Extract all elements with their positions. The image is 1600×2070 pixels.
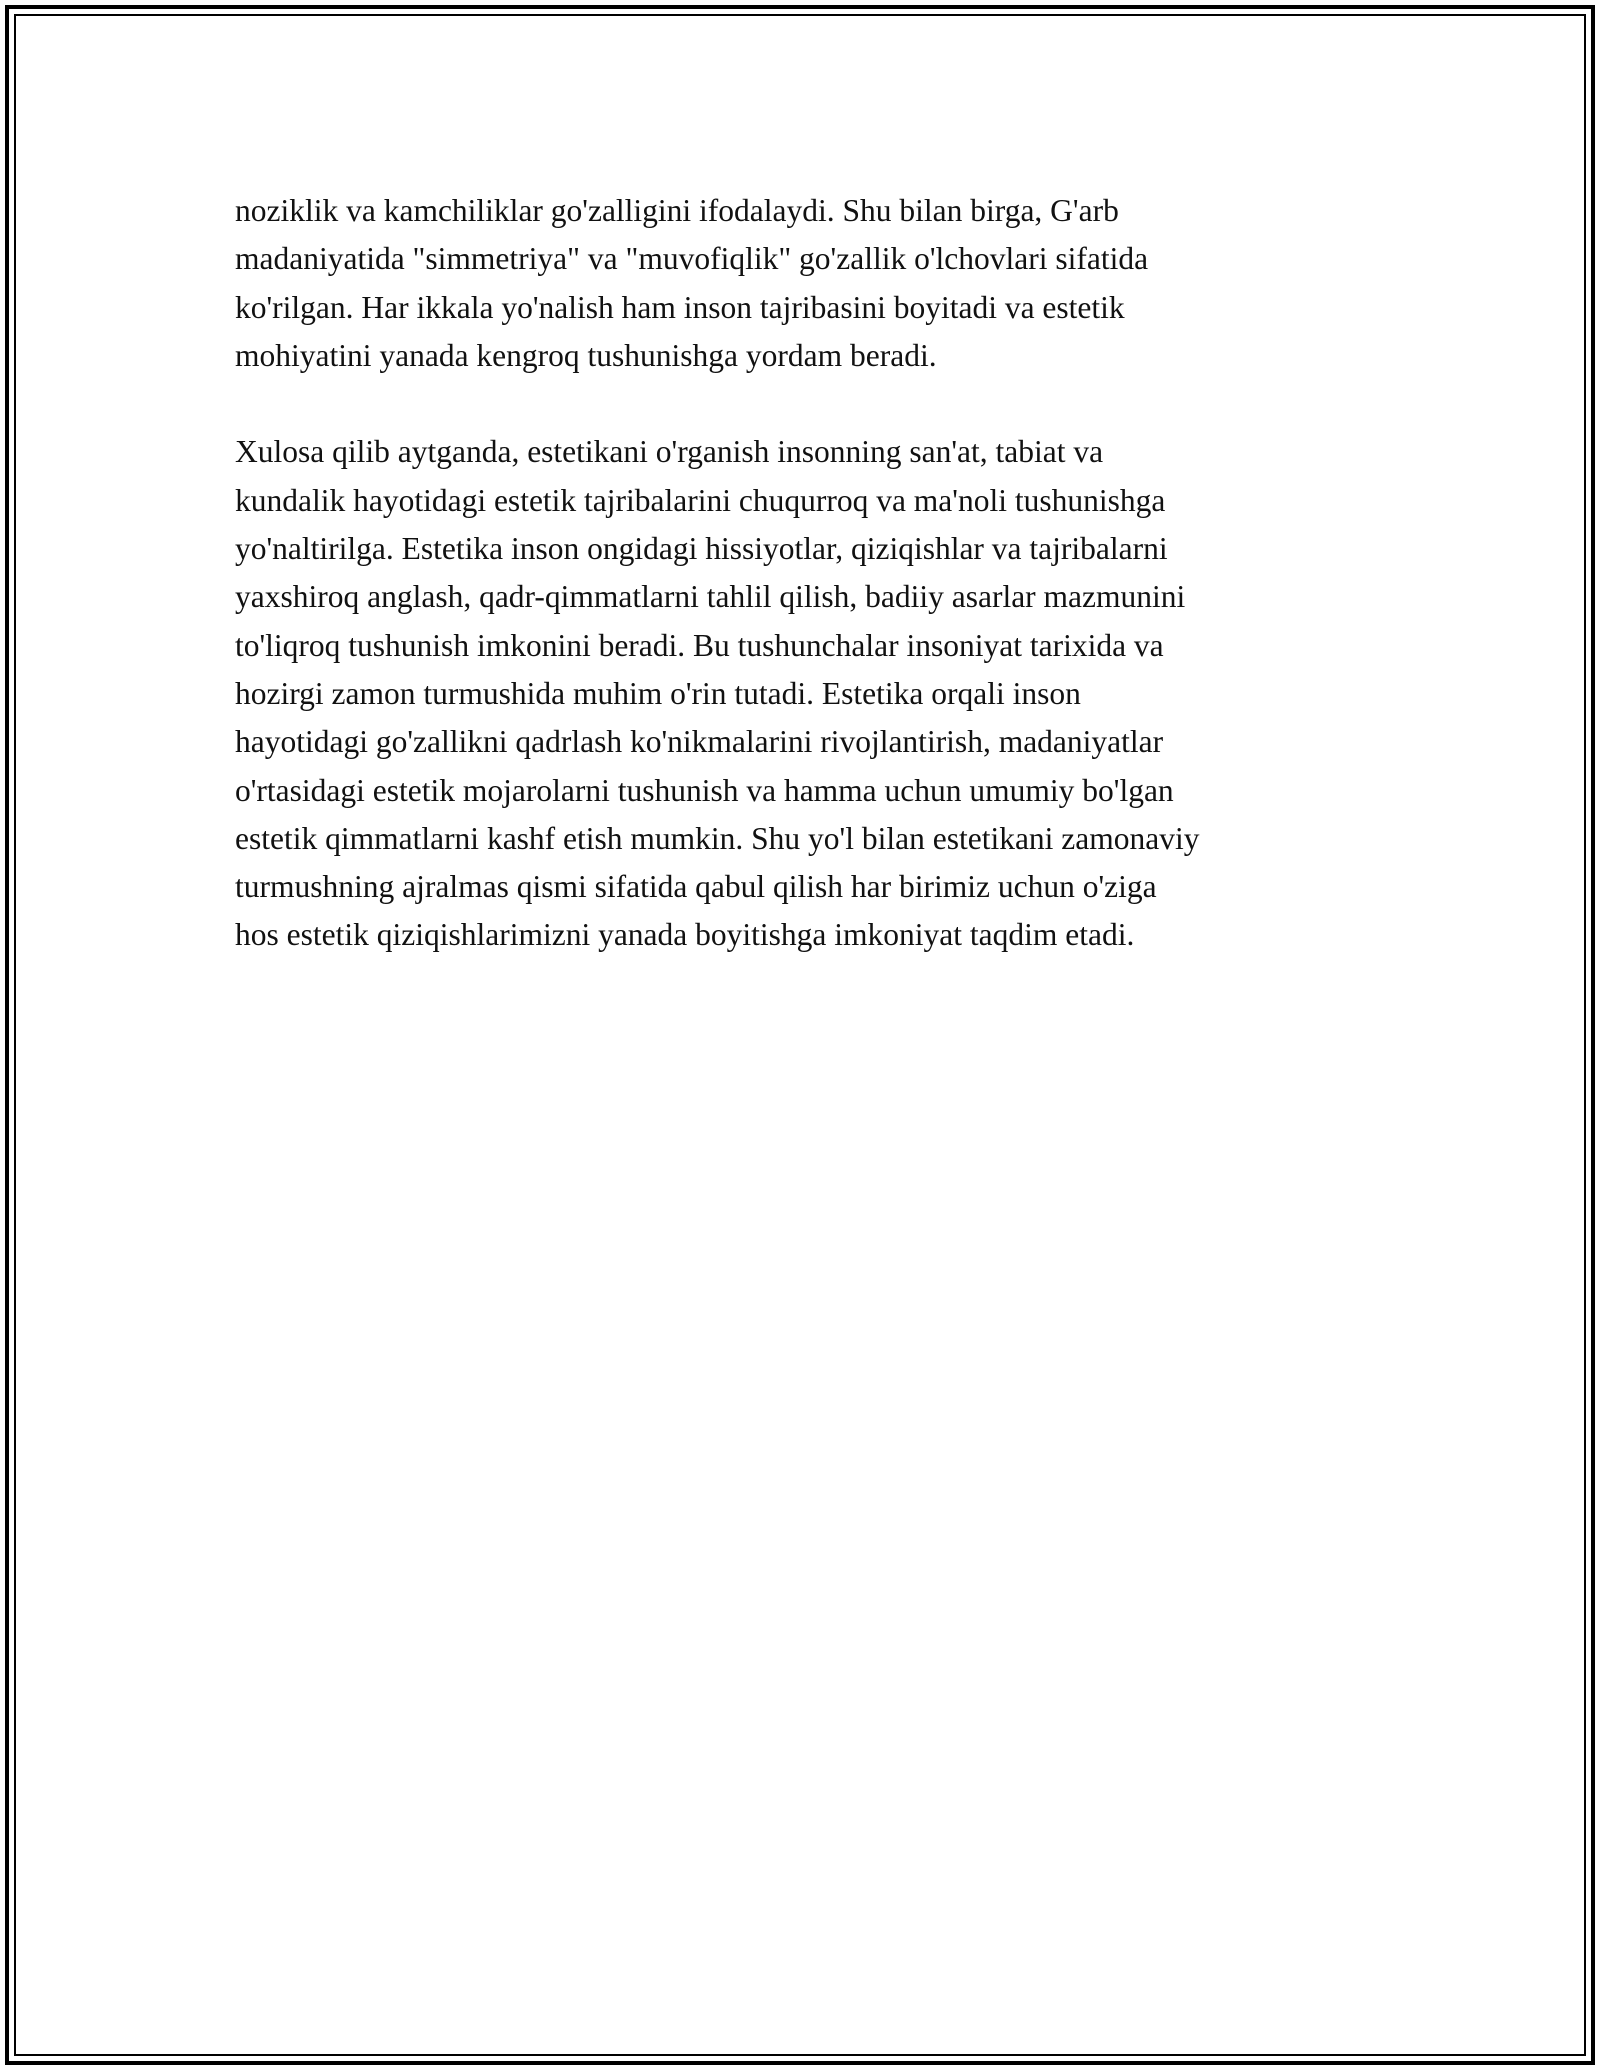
paragraph-2: Xulosa qilib aytganda, estetikani o'rganish insonning san'at, tabiat va kundalik hayotidagi estetik tajribalarini chuqurroq va ma'noli tushunishga yo'naltirilga. Estetika inson ongidagi hissiyotlar, qiziqishlar va tajribalarni yaxshiroq anglash, qadr-qimmatlarni tahlil qilish, badiiy asarlar mazmunini to'liqroq tushunish imkonini beradi. Bu tushunchalar insoniyat tarixida va hozirgi zamon turmushida muhim o'rin tutadi. Estetika orqali inson hayotidagi go'zallikni qadrlash ko'nikmalarini rivojlantirish, madaniyatlar o'rtasidagi estetik mojarolarni tushunish va hamma uchun umumiy bo'lgan estetik qimmatlarni kashf etish mumkin. Shu yo'l bilan estetikani zamonaviy turmushning ajralmas qismi sifatida qabul qilish har birimiz uchun o'ziga hos estetik qiziqishlarimizni yanada boyitishga imkoniyat taqdim etadi.	[235, 434, 1200, 953]
paragraph-1: noziklik va kamchiliklar go'zalligini ifodalaydi. Shu bilan birga, G'arb madaniyatida "simmetriya" va "muvofiqlik" go'zallik o'lchovlari sifatida ko'rilgan. Har ikkala yo'nalish ham inson tajribasini boyitadi va estetik mohiyatini yanada kengroq tushunishga yordam beradi.	[235, 193, 1149, 373]
document-body	[235, 187, 1375, 960]
